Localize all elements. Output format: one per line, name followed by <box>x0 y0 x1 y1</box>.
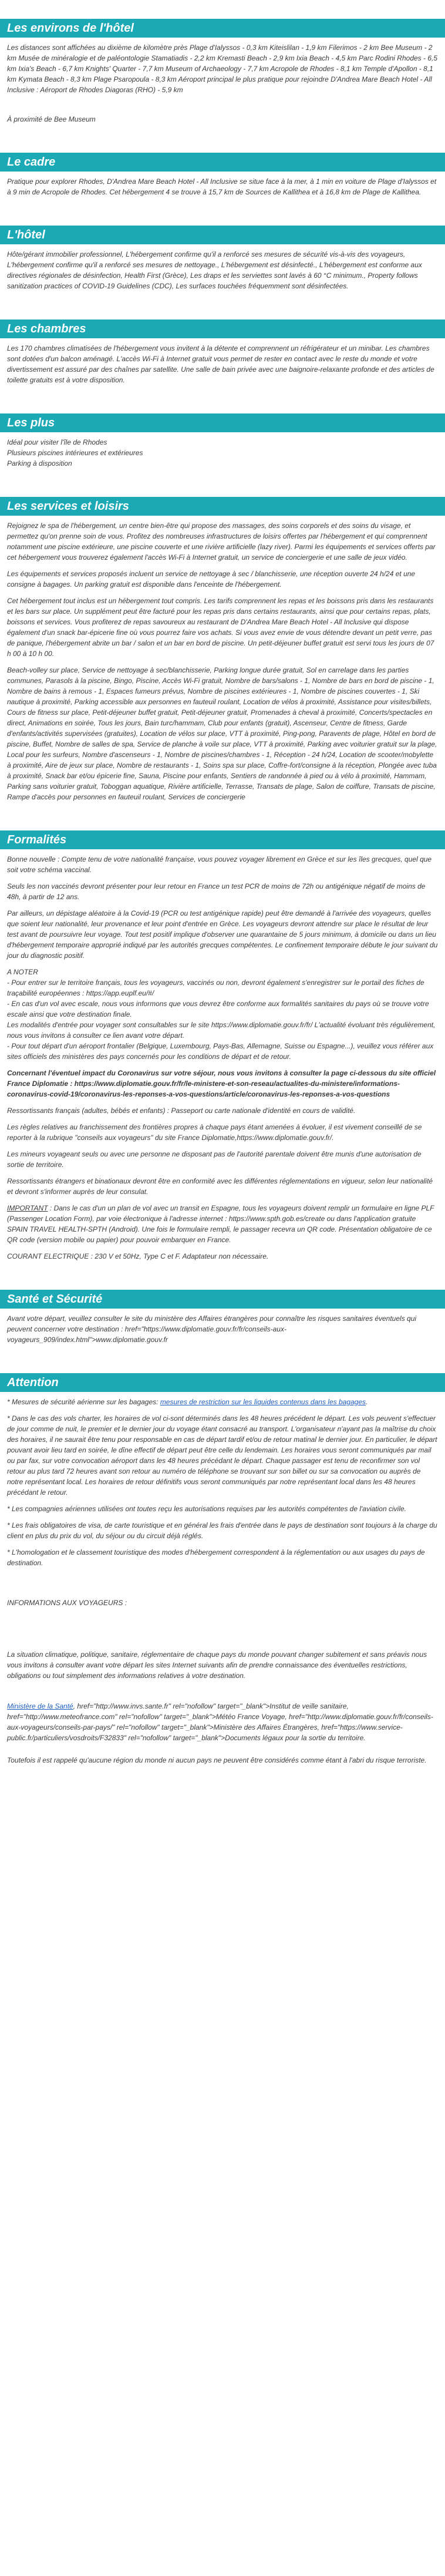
environs-proximity: À proximité de Bee Museum <box>7 115 96 123</box>
chambres-text: Les 170 chambres climatisées de l'hébergement vous invitent à la détente et comprennent un réfrigérateur et un minibar. Les chambres sont dotées d'un balcon aménagé. L'accès Wi-Fi à Internet gratuit vous permet de rester en contact avec le reste du monde et votre divertissement est assuré par des chaînes par satellite. Une salle de bain privée avec une baignoire-relaxante profonde et des articles de toilette gratuits est à votre disposition. <box>7 344 434 384</box>
services-equipment: Les équipements et services proposés incluent un service de nettoyage à sec / blanchisserie, une réception ouverte 24 h/24 et une consigne à bagages. Un parking gratuit est disponible dans l'enceinte de l'hébergement. <box>7 570 416 588</box>
list-item: Parking à disposition <box>7 459 72 468</box>
formalites-a-noter-3: Les modalités d'entrée pour voyager sont consultables sur le site https://www.diplomatie.gouv.fr/fr/ L'actualité évoluant très régulièrement, nous vous invitons à consulter ce lien avant votre départ. <box>7 1021 436 1040</box>
list-item: Plusieurs piscines intérieures et extérieures <box>7 449 143 457</box>
services-list: Beach-volley sur place, Service de nettoyage à sec/blanchisserie, Parking longue durée gratuit, Sol en carrelage dans les parties communes, Parasols à la piscine, Bingo, Piscine, Accès Wi-Fi gratuit, Nombre de bars/salons - 1, Nombre de bars en bord de piscine - 1, Nombre de bains à remous - 1, Espaces fumeurs prévus, Nombre de piscines extérieures - 1, Nombre de piscines couvertes - 1, Ski nautique à proximité, Parking accessible aux personnes en fauteuil roulant, Location de vélos à proximité, Assistance pour visites/billets, Cours de fitness sur place, Petit-déjeuner buffet gratuit, Petit-déjeuner gratuit, Promenades à cheval à proximité, Concerts/spectacles en direct, Animations en soirée, Tous les jours, Bain turc/hammam, Club pour enfants (gratuit), Ascenseur, Centre de fitness, Garde d'enfants/activités supervisées (gratuites), Location de vélos sur place, VTT à proximité, Ping-pong, Paravents de plage, Hôtel en bord de piscine, Buffet, Nombre de salles de spa, Service de planche à voile sur place, VTT à proximité, Parking avec voiturier gratuit sur la plage, Local pour les surfeurs, Nombre d'ascenseurs - 1, Nombre de piscines/chambres - 1, Réception - 24 h/24, Location de scooter/mobylette à proximité, Aire de jeux sur place, Nombre de restaurants - 1, Soins spa sur place, Coffre-fort/consigne à la réception, Plongée avec tuba à proximité, Snack bar et/ou épicerie fine, Sauna, Piscine pour enfants, Sentiers de randonnée à pied ou à vélo à proximité, Hammam, Parking sans voiturier gratuit, Toboggan aquatique, Rivière artificielle, Terrasse, Transats de plage, Salon de coiffure, Transats de piscine, Rampe d'accès pour personnes en fauteuil roulant, Services de conciergerie <box>7 666 437 801</box>
formalites-important <box>7 1203 438 1245</box>
liquids-restriction-link[interactable]: mesures de restriction sur les liquides contenus dans les bagages <box>160 1398 366 1406</box>
sante-text: Avant votre départ, veuillez consulter le site du ministère des Affaires étrangères pour connaître les risques sanitaires éventuels qui peuvent concerner votre destination : href="https://www.diplomatie.gouv.fr/fr/conseils-aux-voyageurs_909/index.html">www.diplomatie.gouv.fr <box>7 1314 417 1344</box>
attention-airlines: * Les compagnies aériennes utilisées ont toutes reçu les autorisations requises par les autorités compétentes de l'aviation civile. <box>7 1505 406 1513</box>
attention-visa: * Les frais obligatoires de visa, de carte touristique et en général les frais d'entrée dans le pays de destination sont toujours à la charge du client en plus du prix du vol, du séjour ou du circuit déjà réglés. <box>7 1521 437 1540</box>
attention-terrorism: Toutefois il est rappelé qu'aucune région du monde ni aucun pays ne peuvent être considérés comme étant à l'abri du risque terroriste. <box>7 1756 427 1764</box>
list-item: Idéal pour visiter l'île de Rhodes <box>7 438 107 446</box>
formalites-a-noter-2: - En cas d'un vol avec escale, nous vous informons que vous devrez être conforme aux formalités sanitaires du pays où se trouve votre escale ainsi que votre destination finale. <box>7 1000 429 1018</box>
section-chambres <box>0 338 445 397</box>
section-hotel <box>0 244 445 303</box>
links-rest: , href="http://www.invs.sante.fr" rel="nofollow" target="_blank">Institut de veille sanitaire, href="http://www.meteofrance.com" rel="nofollow" target="_blank">Météo France Voyage, href="http://www.diplomatie.gouv.fr/fr/conseils-aux-voyageurs/conseils-par-pays/" rel="nofollow" target="_blank">Ministère des Affaires Étrangères, href="https://www.service-public.fr/particuliers/vosdroits/F32833" rel="nofollow" target="_blank">Documents légaux pour la sortie du territoire. <box>7 1702 433 1742</box>
formalites-a-noter-4: - Pour tout départ d'un aéroport frontalier (Belgique, Luxembourg, Pays-Bas, Allemagne, Suisse ou Espagne...), veuillez vous référer aux sites officiels des ministères des pays concernés pour les conditions de départ et de retour. <box>7 1042 434 1061</box>
services-all-inclusive: Cet hébergement tout inclus est un hébergement tout compris. Les tarifs comprennent les repas et les boissons pris dans les restaurants et les bars sur place. Un supplément peut être facturé pour les repas pris dans certains restaurants, ainsi que pour certains repas, plats, boissons et services. Vous profiterez de repas savoureux au restaurant de D'Andrea Mare Beach Hotel - All Inclusive qui dispose également d'un snack bar-épicerie fine où vous pourrez faire vos achats. Si vous avez envie de vous détendre devant un petit verre, pas de panique, l'hébergement abrite un bar / salon et un bar en bord de piscine. Un petit-déjeuner buffet gratuit est servi tous les jours de 07 h 00 à 10 h 00. <box>7 597 434 658</box>
section-plus <box>0 432 445 480</box>
formalites-a-noter-1: - Pour entrer sur le territoire français, tous les voyageurs, vaccinés ou non, devront également s'enregistrer sur le portail des fiches de traçabilité européennes : https://app.euplf.eu/#/ <box>7 978 424 997</box>
section-sante <box>0 1309 445 1357</box>
section-title-attention: Attention <box>0 1373 445 1392</box>
cadre-text: Pratique pour explorer Rhodes, D'Andrea Mare Beach Hotel - All Inclusive se situe face à la mer, à 1 min en voiture de Plage d'Ialyssos et à 9 min de Acropole de Rhodes. Cet hébergement 4 se trouve à 15,7 km de Sources de Kallithea et à 16,8 km de Plage de Kallithea. <box>7 177 437 196</box>
attention-homologation: * L'homologation et le classement touristique des modes d'hébergement correspondent à la réglementation ou aux usages du pays de destination. <box>7 1548 425 1567</box>
attention-charter: * Dans le cas des vols charter, les horaires de vol ci-sont déterminés dans les 48 heures précédent le départ. Les vols peuvent s'effectuer de jour comme de nuit, le premier et le dernier jour du voyage étant consacré au transport. L'organisateur n'ayant pas la maîtrise du choix des horaires, il ne saurait être tenu pour responsable en cas de départ tardif et/ou de retour matinal le dernier jour. En particulier, le départ pouvant avoir lieu tard en soirée, le dîne effectif de départ peut être celle du lendemain. Les horaires vous seront communiqués par mail ou par fax, sur votre convocation aéroport dans les 48 heures précédant le départ. Chaque passager est tenu de reconfirmer son vol retour au plus tard 72 heures avant son retour au numéro de téléphone se trouvant sur son billet ou sur sa convocation ou auprès de notre représentant local. Les horaires de retour définitifs vous seront communiqués par notre représentant local dans les 48 heures précédant le retour. <box>7 1414 437 1496</box>
attention-links <box>7 1701 438 1743</box>
important-label: IMPORTANT <box>7 1204 48 1212</box>
attention-security <box>7 1397 438 1407</box>
section-title-cadre: Le cadre <box>0 153 445 171</box>
formalites-a-noter-heading: A NOTER <box>7 968 38 976</box>
formalites-random-testing: Par ailleurs, un dépistage aléatoire à la Covid-19 (PCR ou test antigénique rapide) peut être demandé à l'arrivée des voyageurs, quelles que soient leur nationalité, leur provenance et leur point d'entrée en Grèce. Les voyageurs devront attendre sur place le résultat de leur test avant de poursuivre leur voyage. Tout test positif implique d'observer une quarantaine de 5 jours minimum, à domicile ou dans un lieu d'hébergement temporaire approprié indiqué par les autorités grecques compétentes. Le confinement temporaire débute le jour suivant du jour du diagnostic positif. <box>7 909 438 960</box>
section-environs <box>0 38 445 136</box>
section-title-sante: Santé et Sécurité <box>0 1290 445 1309</box>
formalites-foreign-nationals: Ressortissants étrangers et binationaux devront être en conformité avec les différentes réglementations en vigueur, selon leur nationalité et devront s'informer auprès de leur consulat. <box>7 1177 433 1196</box>
plus-list <box>7 437 438 469</box>
security-end: . <box>366 1398 368 1406</box>
section-attention <box>0 1392 445 1777</box>
formalites-covid-notice: Concernant l'éventuel impact du Coronavirus sur votre séjour, nous vous invitons à consulter la page ci-dessous du site officiel France Diplomatie : https://www.diplomatie.gouv.fr/fr/le-ministere-et-son-reseau/actualites-du-ministere/informations-coronavirus-covid-19/coronavirus-les-reponses-a-vos-questions/article/coronavirus-les-reponses-a-vos-questions <box>7 1069 436 1098</box>
important-text: : Dans le cas d'un un plan de vol avec un transit en Espagne, tous les voyageurs doivent remplir un formulaire en ligne PLF (Passenger Location Form), par voie électronique à l'adresse internet : https://www.spth.gob.es/create ou dans l'application gratuite SPAIN TRAVEL HEALTH-SPTH (Android). Une fois le formulaire rempli, le passager recevra un QR code. Présentation obligatoire de ce QR code (version mobile ou papier) pour pouvoir embarquer en France. <box>7 1204 434 1244</box>
formalites-border-rules: Les règles relatives au franchissement des frontières propres à chaque pays étant amenées à évoluer, il est vivement conseillé de se reporter à la rubrique "conseils aux voyageurs" du site France Diplomatie,https://www.diplomatie.gouv.fr/. <box>7 1123 422 1142</box>
page <box>0 19 445 1777</box>
ministere-sante-link[interactable]: Ministère de la Santé <box>7 1702 73 1710</box>
section-title-hotel: L'hôtel <box>0 226 445 244</box>
attention-situation: La situation climatique, politique, sanitaire, réglementaire de chaque pays du monde pouvant changer subitement et sans préavis nous vous invitons à consulter avant votre départ les sites Internet suivants afin de prendre connaissance des éventuelles restrictions, obligations ou tout simplement des informations relatives à votre destination. <box>7 1650 427 1680</box>
environs-distances: Les distances sont affichées au dixième de kilomètre près Plage d'Ialyssos - 0,3 km Kiteislilan - 1,9 km Filerimos - 2 km Bee Museum - 2 km Musée de minéralogie et de paléontologie Stamatiadis - 2,2 km Kremasti Beach - 2,9 km Ixia Beach - 4,5 km Parc Rodini Rhodes - 6,5 km Ixia's Beach - 6,7 km Knights' Quarter - 7,7 km Museum of Archaeology - 7,7 km Acropole de Rhodes - 8,1 km Temple d'Apollon - 8,1 km Kymata Beach - 8,3 km Plage Psaropoula - 8,3 km Aéroport principal le plus pratique pour rejoindre D'Andrea Mare Beach Hotel - All Inclusive : Aéroport de Rhodes Diagoras (RHO) - 5,9 km <box>7 43 438 94</box>
security-lead: * Mesures de sécurité aérienne sur les bagages: <box>7 1398 160 1406</box>
section-title-formalites: Formalités <box>0 830 445 849</box>
hotel-text: Hôte/gérant immobilier professionnel, L'hébergement confirme qu'il a renforcé ses mesures de sécurité vis-à-vis des voyageurs, L'hébergement confirme qu'il a renforcé ses mesures de nettoyage., L'hébergement est désinfecté., L'hébergement est conforme aux directives régionales de désinfection, Health First (Grèce), Les draps et les serviettes sont lavés à 60 °C minimum., Property follows sanitization practices of COVID-19 Guidelines (CDC), Les surfaces touchées fréquemment sont désinfectées. <box>7 250 422 290</box>
services-spa: Rejoignez le spa de l'hébergement, un centre bien-être qui propose des massages, des soins corporels et des soins du visage, et permettez qu'on prenne soin de vous. Profitez des nombreuses infrastructures de loisirs offertes par l'hébergement et qui comprennent notamment une piscine extérieure, une piscine couverte et une rivière artificielle (lazy river). Parmi les équipements et services offerts par cet hébergement vous trouverez également l'accès Wi-Fi à Internet gratuit, un service de conciergerie et une salle de jeux vidéo. <box>7 522 436 561</box>
attention-info-heading: INFORMATIONS AUX VOYAGEURS : <box>7 1599 127 1607</box>
formalites-minors: Les mineurs voyageant seuls ou avec une personne ne disposant pas de l'autorité parentale doivent être munis d'une autorisation de sortie de territoire. <box>7 1150 422 1169</box>
formalites-id-documents: Ressortissants français (adultes, bébés et enfants) : Passeport ou carte nationale d'identité en cours de validité. <box>7 1107 356 1115</box>
section-title-environs: Les environs de l'hôtel <box>0 19 445 38</box>
section-cadre <box>0 171 445 209</box>
section-title-plus: Les plus <box>0 413 445 432</box>
section-title-chambres: Les chambres <box>0 320 445 338</box>
section-services <box>0 516 445 814</box>
formalites-unvaccinated: Seuls les non vaccinés devront présenter pour leur retour en France un test PCR de moins de 72h ou antigénique négatif de moins de 48h, à partir de 12 ans. <box>7 882 426 901</box>
formalites-good-news: Bonne nouvelle : Compte tenu de votre nationalité française, vous pouvez voyager librement en Grèce et sur les îles grecques, quel que soit votre schéma vaccinal. <box>7 855 432 874</box>
formalites-electric: COURANT ELECTRIQUE : 230 V et 50Hz, Type C et F. Adaptateur non nécessaire. <box>7 1252 269 1260</box>
section-formalites <box>0 849 445 1273</box>
section-title-services: Les services et loisirs <box>0 497 445 516</box>
